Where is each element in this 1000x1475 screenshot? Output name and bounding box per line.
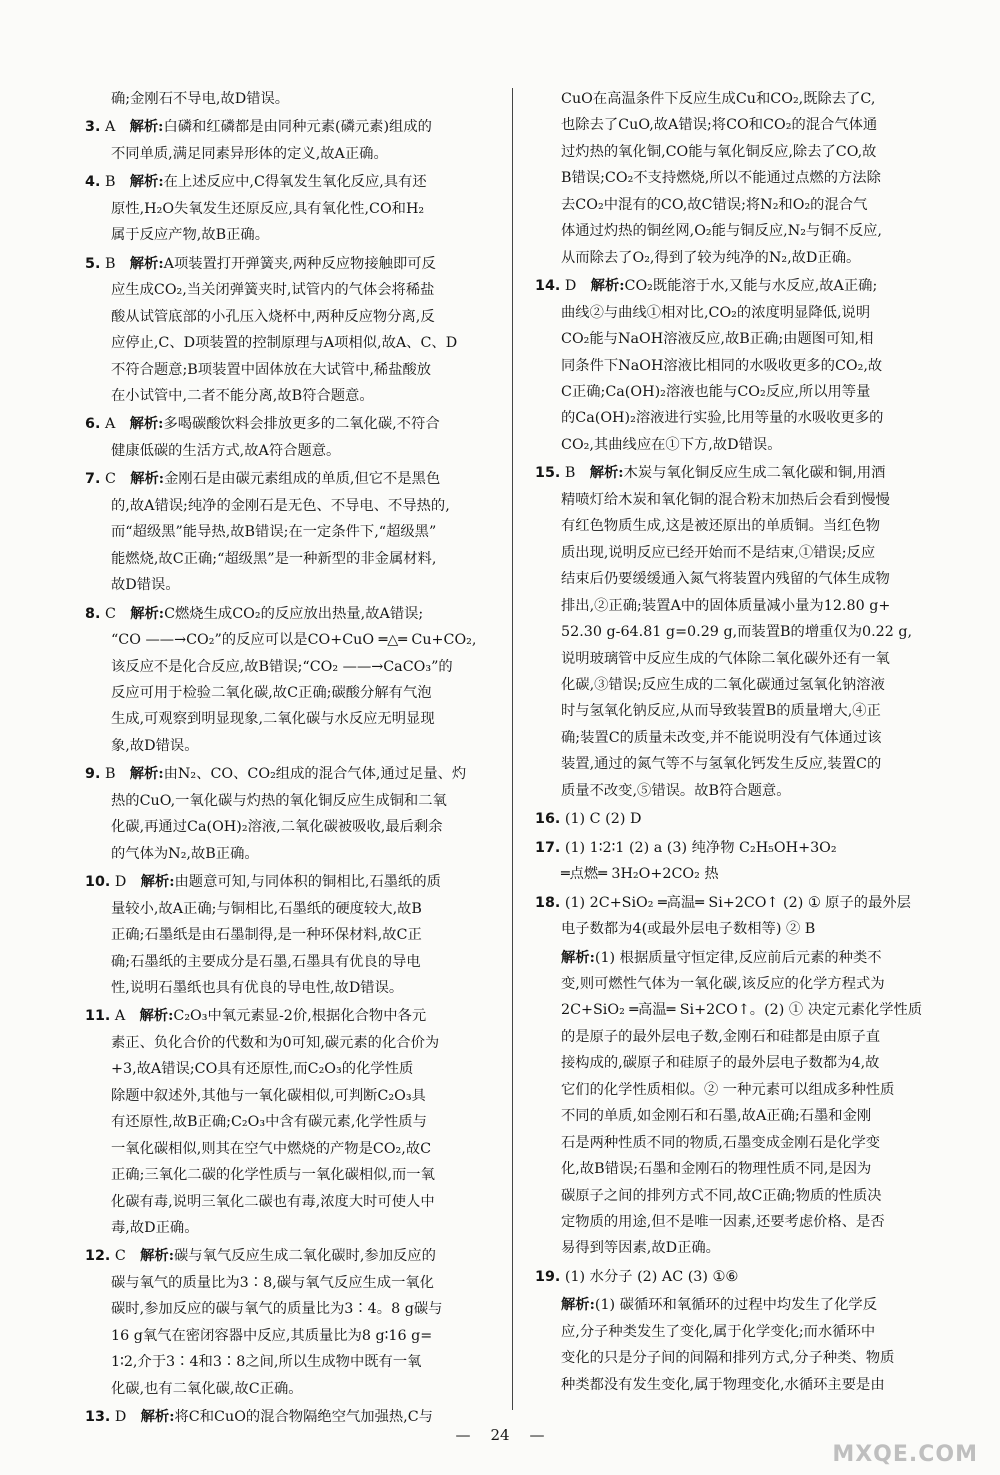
answer-choice: B [564, 465, 576, 482]
right-column [535, 86, 955, 1398]
answer-choice: A [114, 1008, 126, 1025]
page-number: 24 [490, 1426, 510, 1444]
answer-choice: C [114, 1248, 126, 1265]
answer-item [85, 601, 490, 760]
answer-item [85, 251, 490, 410]
answer-item [85, 1243, 490, 1402]
answer-choice: C [104, 471, 116, 488]
analysis-label: 解析: [129, 119, 164, 136]
question-number: 6. [85, 416, 101, 433]
answer-choice: D [114, 1409, 127, 1426]
explanation-text: 将C和CuO的混合物隔绝空气加强热,C与 [174, 1409, 433, 1426]
explanation-text: 由题意可知,与同体积的铜相比,石墨纸的质 量较小,故A正确;与铜相比,石墨纸的硬度较大,故B 正确;石墨纸是由石墨制得,是一种环保材料,故C正 确;石墨纸的主要成分是石墨,石墨具有优良的导电 性,说明石墨纸也具有优良的导电性,故D错误。 [111, 874, 441, 996]
answer-choice: B [104, 255, 116, 272]
explanation-text: (1) C (2) D [564, 811, 642, 828]
answer-item [85, 466, 490, 598]
question-number: 4. [85, 174, 101, 191]
analysis-label: 解析: [140, 1409, 175, 1426]
answer-choice: B [104, 766, 116, 783]
explanation-text: CO₂既能溶于水,又能与水反应,故A正确; 曲线②与曲线①相对比,CO₂的浓度明显降低,说明 CO₂能与NaOH溶液反应,故B正确;由题图可知,相 同条件下NaOH溶液比相同的水吸收更多的CO₂,故 C正确;Ca(OH)₂溶液也能与CO₂反应,所以用等量 的Ca(OH)₂溶液进行实验,比用等量的水吸收更多的 CO₂,其曲线应在①下方,故D错误。 [561, 278, 884, 453]
analysis-label: 解析: [130, 471, 165, 488]
analysis-label: 解析: [129, 416, 164, 433]
question-number: 18. [535, 894, 561, 911]
question-number: 8. [85, 605, 101, 622]
question-number: 19. [535, 1268, 561, 1285]
answer-item [85, 761, 490, 867]
explanation-text: (1) 碳循环和氧循环的过程中均发生了化学反 应,分子种类发生了变化,属于化学变化;而水循环中 变化的只是分子间的间隔和排列方式,分子种类、物质 种类都没有发生变化,属于物理变化,水循环主要是由 [561, 1297, 895, 1393]
explanation-text: 碳与氧气反应生成二氧化碳时,参加反应的 碳与氧气的质量比为3∶8,碳与氧气反应生成一氧化 碳时,参加反应的碳与氧气的质量比为3∶4。8 g碳与 16 g氧气在密闭容器中反应,其质量比为8 g∶16 g= 1∶2,介于3∶4和3∶8之间,所以生成物中既有一氧 化碳,也有二氧化碳,故C正确。 [111, 1248, 443, 1397]
answer-item [535, 806, 955, 832]
analysis-label: 解析: [589, 465, 624, 482]
explanation-text: 由N₂、CO、CO₂组成的混合气体,通过足量、灼 热的CuO,一氧化碳与灼热的氧化铜反应生成铜和二氧 化碳,再通过Ca(OH)₂溶液,二氧化碳被吸收,最后剩余 的气体为N₂,故B正确。 [111, 766, 467, 862]
left-column [85, 86, 490, 1431]
analysis-label: 解析: [129, 255, 164, 272]
explanation-text: (1) 2C+SiO₂ ═高温═ Si+2CO↑ (2) ① 原子的最外层 电子数都为4(或最外层电子数相等) ② B [561, 894, 911, 938]
analysis-label: 解析: [129, 174, 164, 191]
question-number: 11. [85, 1008, 111, 1025]
answer-item [535, 945, 955, 1262]
answer-item [535, 890, 955, 943]
explanation-text: A项装置打开弹簧夹,两种反应物接触即可反 应生成CO₂,当关闭弹簧夹时,试管内的气体会将稀盐 酸从试管底部的小孔压入烧杯中,两种反应物分离,反 应停止,C、D项装置的控制原理与A项相似,故A、C、D 不符合题意;B项装置中固体放在大试管中,稀盐酸放 在小试管中,二者不能分离,故B符合题意。 [111, 255, 458, 404]
explanation-text: 多喝碳酸饮料会排放更多的二氧化碳,不符合 健康低碳的生活方式,故A符合题意。 [111, 416, 440, 459]
answer-item [535, 1264, 955, 1290]
question-number: 10. [85, 874, 111, 891]
answer-choice: A [104, 416, 116, 433]
analysis-label: 解析: [130, 605, 165, 622]
analysis-label: 解析: [140, 1248, 174, 1265]
answer-choice: D [114, 874, 127, 891]
answer-item [85, 169, 490, 248]
question-number: 7. [85, 471, 101, 488]
footer-dash-right: — [529, 1426, 545, 1444]
answer-item [535, 460, 955, 804]
analysis-label: 解析: [139, 1008, 174, 1025]
analysis-label: 解析: [561, 1297, 595, 1314]
answer-item [535, 273, 955, 458]
explanation-text: 在上述反应中,C得氧发生氧化反应,具有还 原性,H₂O失氧发生还原反应,具有氧化性,CO和H₂ 属于反应产物,故B正确。 [111, 174, 427, 244]
question-number: 5. [85, 255, 101, 272]
explanation-text: C₂O₃中氧元素显-2价,根据化合物中各元 素正、负化合价的代数和为0可知,碳元素的化合价为 +3,故A错误;CO具有还原性,而C₂O₃的化学性质 除题中叙述外,其他与一氧化碳相似,可判断C₂O₃具 有还原性,故B正确;C₂O₃中含有碳元素,化学性质与 一氧化碳相似,则其在空气中燃烧的产物是CO₂,故C 正确;三氧化二碳的化学性质与一氧化碳相似,而一氧 化碳有毒,说明三氧化二碳也有毒,浓度大时可使人中 毒,故D正确。 [111, 1008, 440, 1237]
answer-item [535, 1292, 955, 1398]
answer-choice: C [104, 605, 116, 622]
footer-dash-left: — [455, 1426, 471, 1444]
question-number: 15. [535, 465, 561, 482]
question-number: 9. [85, 766, 101, 783]
explanation-text: (1) 1∶2∶1 (2) a (3) 纯净物 C₂H₅OH+3O₂ ═点燃═ 3H₂O+2CO₂ 热 [561, 839, 837, 883]
answer-item [85, 411, 490, 464]
column-divider [512, 88, 513, 1410]
analysis-label: 解析: [561, 949, 595, 966]
question-number: 3. [85, 119, 101, 136]
answer-item [85, 1003, 490, 1241]
explanation-text: (1) 根据质量守恒定律,反应前后元素的种类不 变,则可燃性气体为一氧化碳,该反应的化学方程式为 2C+SiO₂ ═高温═ Si+2CO↑。(2) ① 决定元素化学性质 的是原子的最外层电子数,金刚石和硅都是由原子直 接构成的,碳原子和硅原子的最外层电子数都为4,故 它们的化学性质相似。② 一种元素可以组成多种性质 不同的单质,如金刚石和石墨,故A正确;石墨和金刚 石是两种性质不同的物质,石墨变成金刚石是化学变 化,故B错误;石墨和金刚石的物理性质不同,是因为 碳原子之间的排列方式不同,故C正确;物质的性质决 定物质的用途,但不是唯一因素,还要考虑价格、是否 易得到等因素,故D正确。 [561, 949, 923, 1257]
answer-choice: B [104, 174, 116, 191]
watermark-logo: MXQE.COM [832, 1442, 978, 1467]
answer-choice: A [104, 119, 116, 136]
explanation-text: C燃烧生成CO₂的反应放出热量,故A错误; “CO ——→CO₂”的反应可以是CO+CuO ═△═ Cu+CO₂, 该反应不是化合反应,故B错误;“CO₂ ——→CaCO₃”的 反应可用于检验二氧化碳,故C正确;碳酸分解有气泡 生成,可观察到明显现象,二氧化碳与水反应无明显现 象,故D错误。 [111, 605, 477, 754]
answer-item [85, 114, 490, 167]
explanation-text: (1) 水分子 (2) AC (3) ①⑥ [564, 1268, 739, 1285]
question-number: 14. [535, 278, 561, 295]
question-number: 17. [535, 839, 561, 856]
explanation-text: 金刚石是由碳元素组成的单质,但它不是黑色 的,故A错误;纯净的金刚石是无色、不导电、不导热的, 而“超级黑”能导热,故B错误;在一定条件下,“超级黑” 能燃烧,故C正确;“超级黑”是一种新型的非金属材料, 故D错误。 [111, 471, 450, 594]
question-number: 12. [85, 1248, 111, 1265]
explanation-text: 白磷和红磷都是由同种元素(磷元素)组成的 不同单质,满足同素异形体的定义,故A正确。 [111, 119, 432, 162]
answer-item [85, 869, 490, 1001]
answer-item [535, 86, 955, 271]
explanation-text: 木炭与氧化铜反应生成二氧化碳和铜,用酒 精喷灯给木炭和氧化铜的混合粉末加热后会看到慢慢 有红色物质生成,这是被还原出的单质铜。当红色物 质出现,说明反应已经开始而不是结束,①错误;反应 结束后仍要缓缓通入氮气将装置内残留的气体生成物 排出,②正确;装置A中的固体质量减小量为12.80 g+ 52.30 g-64.81 g=0.29 g,而装置B的增重仅为0.22 g, 说明玻璃管中反应生成的气体除二氧化碳外还有一氧 化碳,③错误;反应生成的二氧化碳通过氢氧化钠溶液 时与氢氧化钠反应,从而导致装置B的质量增大,④正 确;装置C的质量未改变,并不能说明没有气体通过该 装置,通过的氮气等不与氢氧化钙发生反应,装置C的 质量不改变,⑤错误。故B符合题意。 [561, 465, 913, 799]
analysis-label: 解析: [129, 766, 164, 783]
answer-choice: D [564, 278, 577, 295]
answer-item [85, 86, 490, 112]
question-number: 13. [85, 1409, 111, 1426]
analysis-label: 解析: [140, 874, 175, 891]
analysis-label: 解析: [590, 278, 625, 295]
explanation-text: CuO在高温条件下反应生成Cu和CO₂,既除去了C, 也除去了CuO,故A错误;将CO和CO₂的混合气体通 过灼热的氧化铜,CO能与氧化铜反应,除去了CO,故 B错误;CO₂不支持燃烧,所以不能通过点燃的方法除 去CO₂中混有的CO,故C错误;将N₂和O₂的混合气 体通过灼热的铜丝网,O₂能与铜反应,N₂与铜不反应, 从而除去了O₂,得到了较为纯净的N₂,故D正确。 [561, 91, 882, 266]
question-number: 16. [535, 811, 561, 828]
answer-item [535, 835, 955, 888]
explanation-text: 确;金刚石不导电,故D错误。 [111, 91, 290, 107]
